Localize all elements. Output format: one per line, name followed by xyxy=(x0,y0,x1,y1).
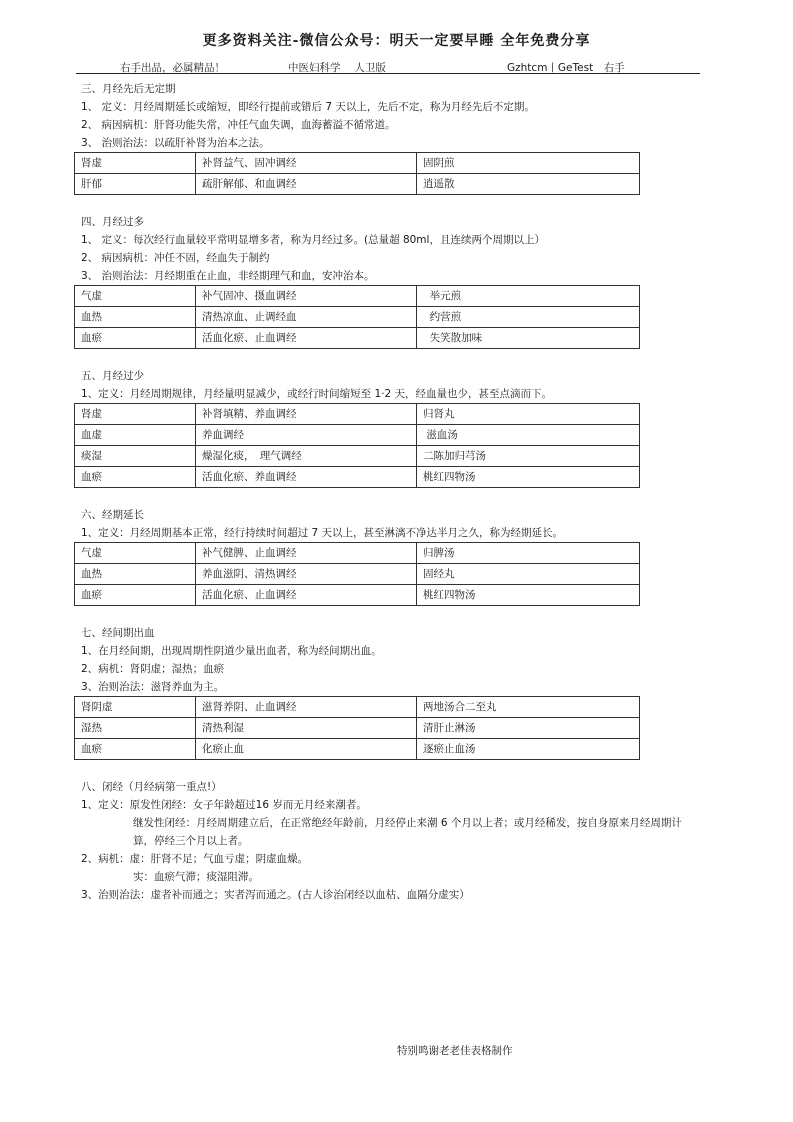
table-cell: 化瘀止血 xyxy=(196,739,417,760)
table-cell: 血瘀 xyxy=(75,328,196,349)
table-cell: 清肝止淋汤 xyxy=(417,718,640,739)
section-line: 2、 病因病机：肝肾功能失常，冲任气血失调，血海蓄溢不循常道。 xyxy=(81,119,396,131)
section-line: 1、 定义：月经周期延长或缩短，即经行提前或错后 7 天以上，先后不定，称为月经先后不定期。 xyxy=(81,101,535,113)
table-cell: 二陈加归芎汤 xyxy=(417,446,640,467)
table-cell: 补肾益气、固冲调经 xyxy=(196,153,417,174)
section-line: 1、定义：月经周期规律，月经量明显减少，或经行时间缩短至 1·2 天，经血量也少，甚至点滴而下。 xyxy=(81,388,553,400)
header-rule xyxy=(76,73,700,74)
table-row xyxy=(75,153,640,174)
table-cell: 疏肝解郁、和血调经 xyxy=(196,174,417,195)
table-cell: 归肾丸 xyxy=(417,404,640,425)
table-cell: 归脾汤 xyxy=(417,543,640,564)
table-cell: 桃红四物汤 xyxy=(417,585,640,606)
promo-banner: 更多资料关注-微信公众号：明天一定要早睡 全年免费分享 xyxy=(202,33,591,49)
table-cell: 失笑散加味 xyxy=(417,328,640,349)
treatment-table xyxy=(74,696,640,760)
section-line: 实：血瘀气滞；痰湿阻滞。 xyxy=(133,871,259,883)
section-line: 3、 治则治法：月经期重在止血，非经期理气和血，安冲治本。 xyxy=(81,270,375,282)
section-line: 1、定义：月经周期基本正常，经行持续时间超过 7 天以上，甚至淋漓不净达半月之久，称为经期延长。 xyxy=(81,527,564,539)
table-row xyxy=(75,564,640,585)
section-line: 3、 治则治法：以疏肝补肾为治本之法。 xyxy=(81,137,270,149)
section-title: 五、月经过少 xyxy=(81,370,144,382)
table-row xyxy=(75,307,640,328)
table-row xyxy=(75,174,640,195)
table-cell: 养血滋阴、清热调经 xyxy=(196,564,417,585)
treatment-table xyxy=(74,542,640,606)
table-cell: 养血调经 xyxy=(196,425,417,446)
table-cell: 滋血汤 xyxy=(417,425,640,446)
table-cell: 肝郁 xyxy=(75,174,196,195)
table-cell: 血瘀 xyxy=(75,467,196,488)
table-row xyxy=(75,697,640,718)
table-cell: 固经丸 xyxy=(417,564,640,585)
header-right: Gzhtcm丨GeTest 右手 xyxy=(507,62,625,74)
table-cell: 活血化瘀、止血调经 xyxy=(196,585,417,606)
table-cell: 燥湿化痰， 理气调经 xyxy=(196,446,417,467)
table-cell: 血热 xyxy=(75,307,196,328)
table-row xyxy=(75,446,640,467)
section-line: 2、 病因病机：冲任不固，经血失于制约 xyxy=(81,252,270,264)
table-cell: 清热凉血、止调经血 xyxy=(196,307,417,328)
section-title: 六、经期延长 xyxy=(81,509,144,521)
section-title: 三、月经先后无定期 xyxy=(81,83,176,95)
table-cell: 肾虚 xyxy=(75,404,196,425)
section-line: 2、病机：肾阴虚；湿热；血瘀 xyxy=(81,663,225,675)
table-cell: 两地汤合二至丸 xyxy=(417,697,640,718)
table-cell: 清热利湿 xyxy=(196,718,417,739)
table-cell: 活血化瘀、止血调经 xyxy=(196,328,417,349)
table-cell: 血瘀 xyxy=(75,585,196,606)
table-cell: 血瘀 xyxy=(75,739,196,760)
table-cell: 活血化瘀、养血调经 xyxy=(196,467,417,488)
section-line: 2、病机：虚：肝肾不足；气血亏虚；阴虚血燥。 xyxy=(81,853,309,865)
table-cell: 气虚 xyxy=(75,286,196,307)
section-paragraph xyxy=(81,814,701,850)
table-cell: 气虚 xyxy=(75,543,196,564)
table-cell: 逐瘀止血汤 xyxy=(417,739,640,760)
table-cell: 桃红四物汤 xyxy=(417,467,640,488)
section-line: 3、治则治法：虚者补而通之；实者泻而通之。(古人诊治闭经以血枯、血隔分虚实） xyxy=(81,889,470,901)
table-cell: 逍遥散 xyxy=(417,174,640,195)
table-row xyxy=(75,739,640,760)
table-cell: 补气固冲、摄血调经 xyxy=(196,286,417,307)
table-row xyxy=(75,585,640,606)
table-cell: 肾虚 xyxy=(75,153,196,174)
table-row xyxy=(75,543,640,564)
treatment-table xyxy=(74,403,640,488)
header-left: 右手出品，必属精品！ xyxy=(120,62,225,74)
table-cell: 约营煎 xyxy=(417,307,640,328)
table-row xyxy=(75,718,640,739)
table-cell: 肾阴虚 xyxy=(75,697,196,718)
section-line: 1、 定义：每次经行血量较平常明显增多者，称为月经过多。(总量超 80ml，且连续两个周期以上） xyxy=(81,234,545,246)
table-cell: 湿热 xyxy=(75,718,196,739)
table-row xyxy=(75,286,640,307)
section-line: 1、定义：原发性闭经：女子年龄超过16 岁而无月经来潮者。 xyxy=(81,799,367,811)
table-cell: 血虚 xyxy=(75,425,196,446)
secondary-amenorrhea-text: 继发性闭经：月经周期建立后，在正常绝经年龄前，月经停止来潮 6 个月以上者；或月经稀发，按自身原来月经周期计算，停经三个月以上者。 xyxy=(133,817,682,847)
header-middle: 中医妇科学 人卫版 xyxy=(288,62,386,74)
section-title: 四、月经过多 xyxy=(81,216,144,228)
table-cell: 举元煎 xyxy=(417,286,640,307)
document-body xyxy=(81,80,701,904)
treatment-table xyxy=(74,285,640,349)
table-row xyxy=(75,467,640,488)
table-cell: 补肾填精、养血调经 xyxy=(196,404,417,425)
table-row xyxy=(75,404,640,425)
table-row xyxy=(75,328,640,349)
section-title: 八、闭经（月经病第一重点!） xyxy=(81,781,222,793)
table-row xyxy=(75,425,640,446)
section-title: 七、经间期出血 xyxy=(81,627,155,639)
table-cell: 痰湿 xyxy=(75,446,196,467)
treatment-table xyxy=(74,152,640,195)
footer-credit: 特别鸣谢老老佳表格制作 xyxy=(397,1045,513,1057)
section-line: 1、在月经间期，出现周期性阴道少量出血者，称为经间期出血。 xyxy=(81,645,382,657)
table-cell: 固阴煎 xyxy=(417,153,640,174)
table-cell: 血热 xyxy=(75,564,196,585)
table-cell: 补气健脾、止血调经 xyxy=(196,543,417,564)
table-cell: 滋肾养阴、止血调经 xyxy=(196,697,417,718)
section-line: 3、治则治法：滋肾养血为主。 xyxy=(81,681,225,693)
